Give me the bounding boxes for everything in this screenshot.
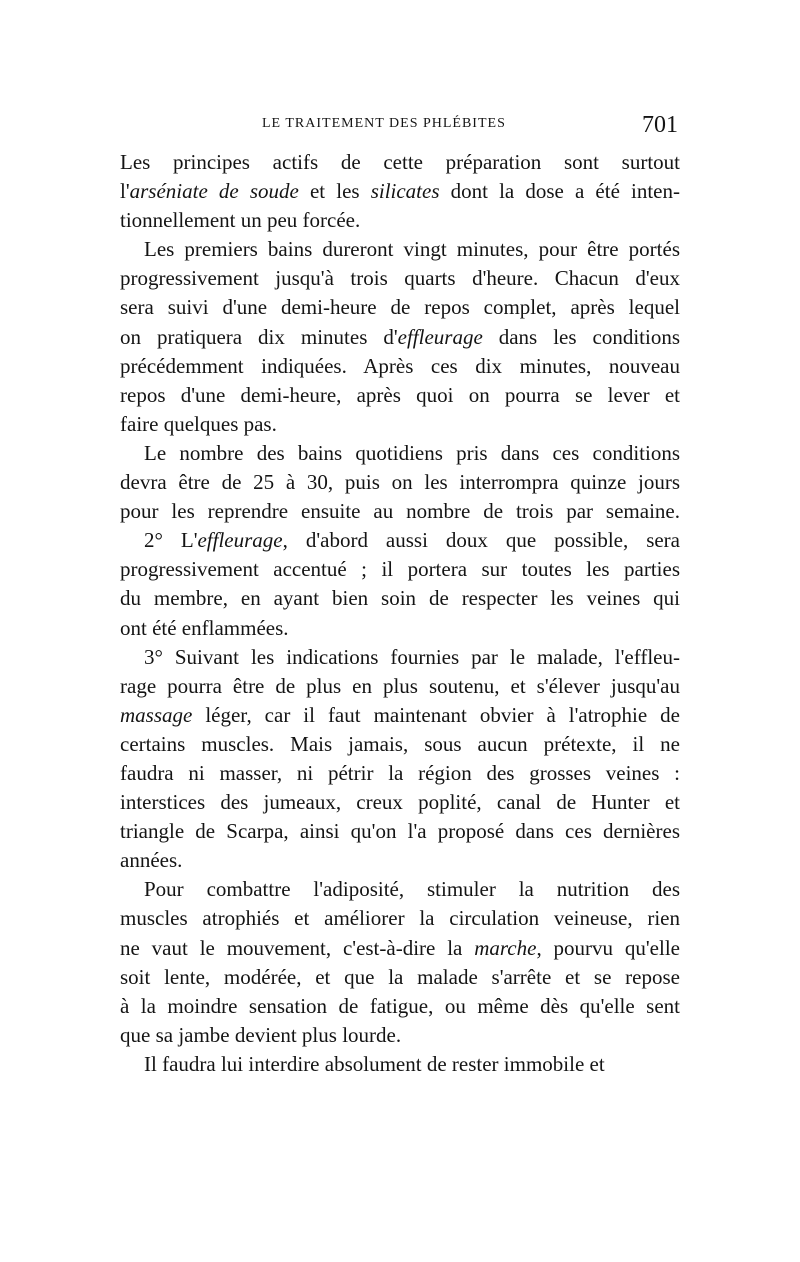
text-line xyxy=(120,410,680,439)
text-line xyxy=(120,817,680,846)
text-line xyxy=(120,555,680,584)
text-line xyxy=(120,526,680,555)
italic-term: silicates xyxy=(370,179,440,204)
text-line xyxy=(120,235,680,264)
text-segment: dans les conditions xyxy=(482,324,680,349)
text-line xyxy=(120,293,680,322)
text-line xyxy=(120,992,680,1021)
text-segment: rage pourra être de plus en plus soutenu, et s'élever jusqu'au xyxy=(120,673,680,698)
text-segment: Le nombre des bains quotidiens pris dans ces conditions xyxy=(144,440,680,465)
text-segment: du membre, en ayant bien soin de respecter les veines qui xyxy=(120,586,680,611)
text-segment: 3° Suivant les indications fournies par le malade, l'effleu- xyxy=(144,644,680,669)
text-line xyxy=(120,904,680,933)
text-line xyxy=(120,1021,680,1050)
text-line xyxy=(120,323,680,352)
text-line xyxy=(120,206,680,235)
text-line xyxy=(120,759,680,788)
text-segment: interstices des jumeaux, creux poplité, canal de Hunter et xyxy=(120,790,680,815)
text-segment: certains muscles. Mais jamais, sous aucun prétexte, il ne xyxy=(120,731,680,756)
italic-term: effleurage xyxy=(397,324,483,349)
text-line xyxy=(120,497,680,526)
page-number: 701 xyxy=(642,112,678,138)
text-line xyxy=(120,934,680,963)
text-segment: devra être de 25 à 30, puis on les interrompra quinze jours xyxy=(120,470,680,495)
text-line xyxy=(120,148,680,177)
text-line xyxy=(120,846,680,875)
text-segment: Pour combattre l'adiposité, stimuler la nutrition des xyxy=(144,877,680,902)
text-segment: l' xyxy=(120,179,130,204)
text-segment: Les principes actifs de cette préparation sont surtout xyxy=(120,150,680,174)
text-segment: tionnellement un peu forcée. xyxy=(120,208,361,233)
text-line xyxy=(120,1050,680,1079)
text-line xyxy=(120,352,680,381)
text-segment: triangle de Scarpa, ainsi qu'on l'a proposé dans ces dernières xyxy=(120,819,680,844)
text-segment: léger, car il faut maintenant obvier à l'atrophie de xyxy=(192,702,680,727)
italic-term: marche xyxy=(474,935,537,960)
text-line xyxy=(120,643,680,672)
text-segment: repos d'une demi-heure, après quoi on pourra se lever et xyxy=(120,382,680,407)
text-line xyxy=(120,177,680,206)
text-line xyxy=(120,614,680,643)
text-segment: pour les reprendre ensuite au nombre de trois par semaine. xyxy=(120,499,680,524)
text-line xyxy=(120,788,680,817)
text-segment: muscles atrophiés et améliorer la circulation veineuse, rien xyxy=(120,906,680,931)
body-text xyxy=(120,148,680,1079)
running-title: LE TRAITEMENT DES PHLÉBITES xyxy=(262,116,506,131)
text-segment: et les xyxy=(298,179,371,204)
text-segment: que sa jambe devient plus lourde. xyxy=(120,1022,402,1047)
text-segment: ne vaut le mouvement, c'est-à-dire la xyxy=(120,935,475,960)
text-line xyxy=(120,468,680,497)
text-segment: précédemment indiquées. Après ces dix minutes, nouveau xyxy=(120,353,680,378)
text-segment: faudra ni masser, ni pétrir la région des grosses veines : xyxy=(120,760,680,785)
text-segment: 2° L' xyxy=(144,528,198,553)
text-segment: , pourvu qu'elle xyxy=(536,935,680,960)
text-segment: soit lente, modérée, et que la malade s'arrête et se repose xyxy=(120,964,680,989)
text-segment: dont la dose a été inten- xyxy=(439,179,680,204)
text-line xyxy=(120,730,680,759)
text-segment: Les premiers bains dureront vingt minutes, pour être portés xyxy=(144,237,680,262)
text-segment: on pratiquera dix minutes d' xyxy=(120,324,398,349)
text-line xyxy=(120,701,680,730)
running-head xyxy=(120,112,680,142)
italic-term: effleurage xyxy=(197,528,283,553)
italic-term: massage xyxy=(120,702,193,727)
text-segment: , d'abord aussi doux que possible, sera xyxy=(282,528,680,553)
text-segment: années. xyxy=(120,848,183,873)
text-line xyxy=(120,875,680,904)
text-segment: progressivement jusqu'à trois quarts d'heure. Chacun d'eux xyxy=(120,266,680,291)
text-line xyxy=(120,584,680,613)
italic-term: arséniate de soude xyxy=(129,179,299,204)
text-line xyxy=(120,381,680,410)
text-segment: sera suivi d'une demi-heure de repos complet, après lequel xyxy=(120,295,680,320)
text-line xyxy=(120,264,680,293)
text-segment: Il faudra lui interdire absolument de rester immobile et xyxy=(144,1051,605,1076)
text-segment: faire quelques pas. xyxy=(120,411,277,436)
text-line xyxy=(120,439,680,468)
text-line xyxy=(120,672,680,701)
text-segment: ont été enflammées. xyxy=(120,615,289,640)
text-segment: à la moindre sensation de fatigue, ou même dès qu'elle sent xyxy=(120,993,680,1018)
text-segment: progressivement accentué ; il portera sur toutes les parties xyxy=(120,557,680,582)
text-line xyxy=(120,963,680,992)
